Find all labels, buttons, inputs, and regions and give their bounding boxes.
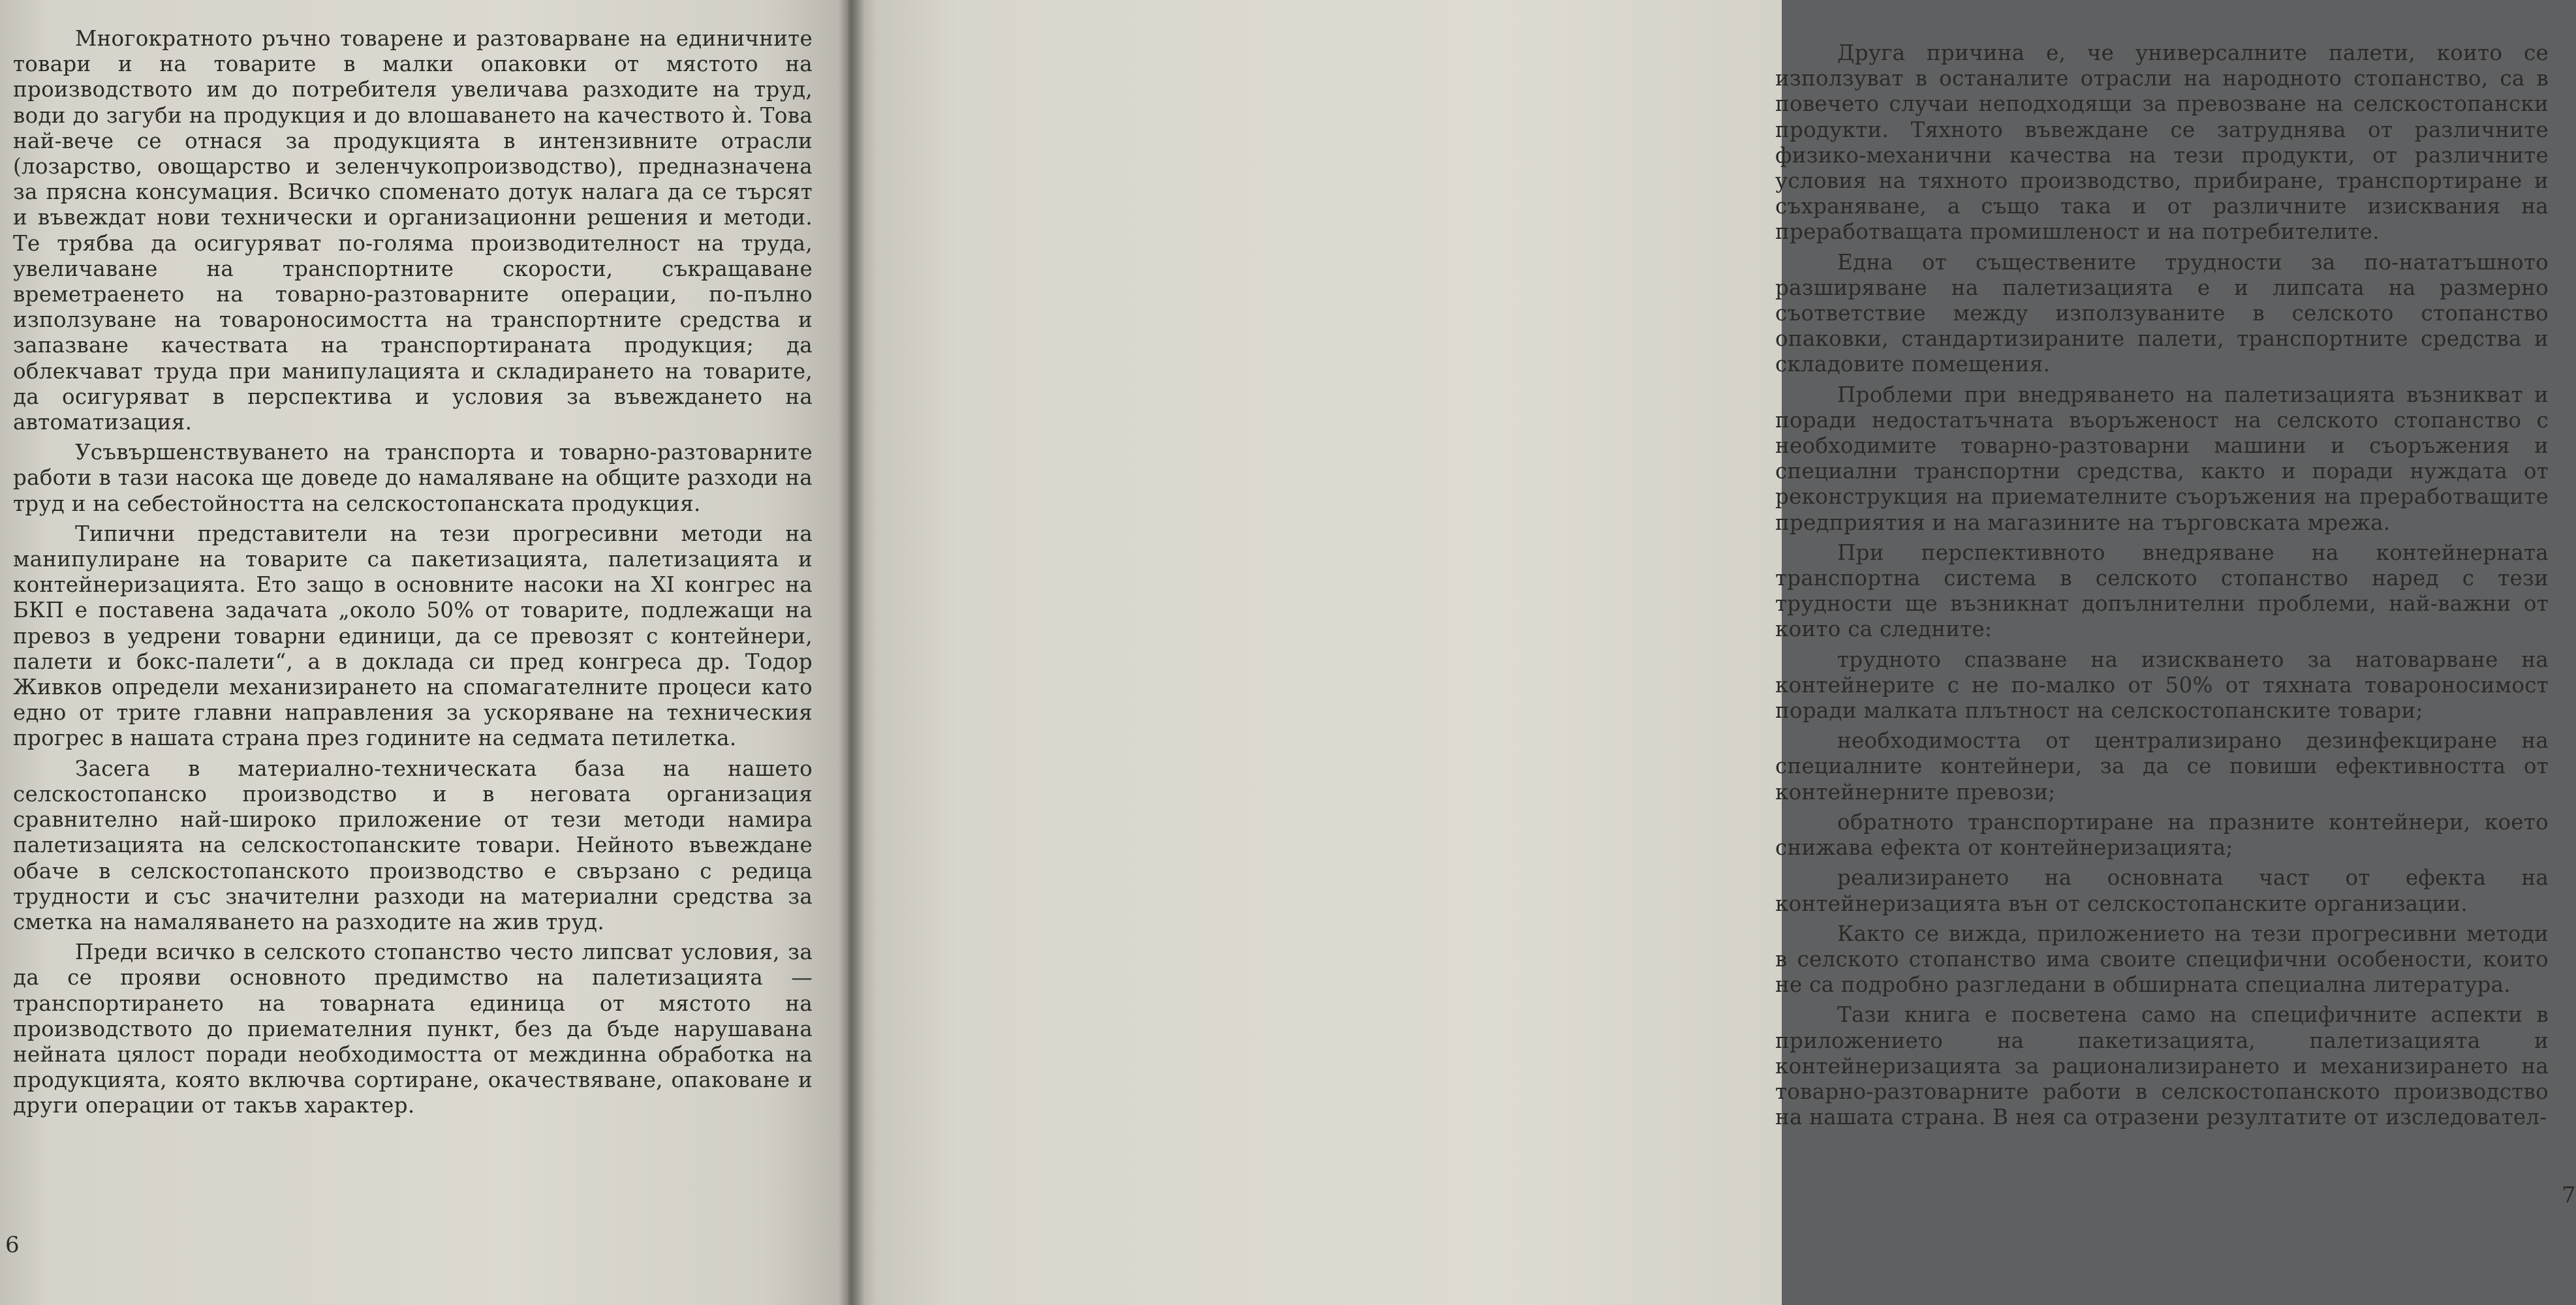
page-number-right: 7 — [2562, 1182, 2576, 1208]
paragraph: Друга причина е, че универсалните палети, които се използуват в останалите отрасли на народното стопанство, са в повечето случаи неподходящи за превозване на селскостопански продукти. Тяхното въвеждане се затруднява от различните физико-механични качества на тези продукти, от различните условия на тяхното производство, прибиране, транспортиране и съхраняване, а също така и от различните изисквания на преработващата промишленост и на потребителите. — [1775, 40, 2549, 245]
list-item: трудното спазване на изискването за натоварване на контейнерите с не по-малко от 50% от тяхната товароносимост поради малката плътност на селскостопанските товари; — [1775, 647, 2549, 724]
paragraph: Засега в материално-техническата база на нашето селскостопанско производство и в неговата организация сравнително най-широко приложение от тези методи намира палетизацията на селскостопанските товари. Нейното въвеждане обаче в селскостопанското производство е свързано с редица трудности и със значителни разходи на материални средства за сметка на намаляването на разходите на жив труд. — [13, 756, 813, 934]
paragraph: Многократното ръчно товарене и разтоварване на единичните товари и на товарите в малки опаковки от мястото на производството им до потребителя увеличава разходите на труд, води до загуби на продукция и до влошаването на качеството ѝ. Това най-вече се отнася за продукцията в интензивните отрасли (лозарство, овощарство и зеленчукопроизводство), предназначена за прясна консумация. Всичко споменато дотук налага да се търсят и въвеждат нови технически и организационни решения и методи. Те трябва да осигуряват по-голяма производителност на труда, увеличаване на транспортните скорости, съкращаване времетраенето на товарно-разтоварните операции, по-пълно използуване на товароносимостта на транспортните средства и запазване качествата на транспортираната продукция; да облекчават труда при манипулацията и складирането на товарите, да осигуряват в перспектива и условия за въвеждането на автоматизация. — [13, 26, 813, 435]
book-gutter — [839, 0, 865, 1305]
paragraph: При перспективното внедряване на контейнерната транспортна система в селското стопанство наред с тези трудности ще възникнат допълнителни проблеми, най-важни от които са следните: — [1775, 540, 2549, 642]
paragraph: Една от съществените трудности за по-нататъшното разширяване на палетизацията е и липсата на размерно съответствие между използуваните в селското стопанство опаковки, стандартизираните палети, транспортните средства и складовите помещения. — [1775, 249, 2549, 377]
list-item: реализирането на основната част от ефекта на контейнеризацията вън от селскостопанските организации. — [1775, 865, 2549, 916]
paragraph: Както се вижда, приложението на тези прогресивни методи в селското стопанство има своите специфични особености, които не са подробно разгледани в обширната специална литература. — [1775, 921, 2549, 998]
list-item: обратното транспортиране на празните контейнери, което снижава ефекта от контейнеризацията; — [1775, 809, 2549, 861]
left-page-text — [13, 26, 813, 1124]
paragraph: Проблеми при внедряването на палетизацията възникват и поради недостатъчната въоръженост на селското стопанство с необходимите товарно-разтоварни машини и съоръжения и специални транспортни средства, както и поради нуждата от реконструкция на приемателните съоръжения на преработващите предприятия и на магазините на търговската мрежа. — [1775, 382, 2549, 535]
paragraph: Типични представители на тези прогресивни методи на манипулиране на товарите са пакетизацията, палетизацията и контейнеризацията. Ето защо в основните насоки на XI конгрес на БКП е поставена задачата „около 50% от товарите, подлежащи на превоз в уедрени товарни единици, да се превозят с контейнери, палети и бокс-палети“, а в доклада си пред конгреса др. Тодор Живков определи механизирането на спомагателните процеси като едно от трите главни направления за ускоряване на техническия прогрес в нашата страна през годините на седмата петилетка. — [13, 521, 813, 751]
list-item: необходимостта от централизирано дезинфекциране на специалните контейнери, за да се повиши ефективността от контейнерните превози; — [1775, 728, 2549, 805]
paragraph: Усъвършенствуването на транспорта и товарно-разтоварните работи в тази насока ще доведе до намаляване на общите разходи на труд и на себестойността на селскостопанската продукция. — [13, 440, 813, 516]
paragraph: Преди всичко в селското стопанство често липсват условия, за да се прояви основното предимство на палетизацията — транспортирането на товарната единица от мястото на производството до приемателния пункт, без да бъде нарушавана нейната цялост поради необходимостта от междинна обработка на продукцията, която включва сортиране, окачествяване, опаковане и други операции от такъв характер. — [13, 940, 813, 1118]
paragraph: Тази книга е посветена само на специфичните аспекти в приложението на пакетизацията, палетизацията и контейнеризацията за рационализирането и механизирането на товарно-разтоварните работи в селскостопанското производство на нашата страна. В нея са отразени резултатите от изследовател- — [1775, 1002, 2549, 1130]
left-page — [0, 0, 848, 1305]
page-number-left: 6 — [5, 1232, 20, 1258]
right-page — [848, 0, 2576, 1305]
right-page-text — [1775, 40, 2549, 1135]
